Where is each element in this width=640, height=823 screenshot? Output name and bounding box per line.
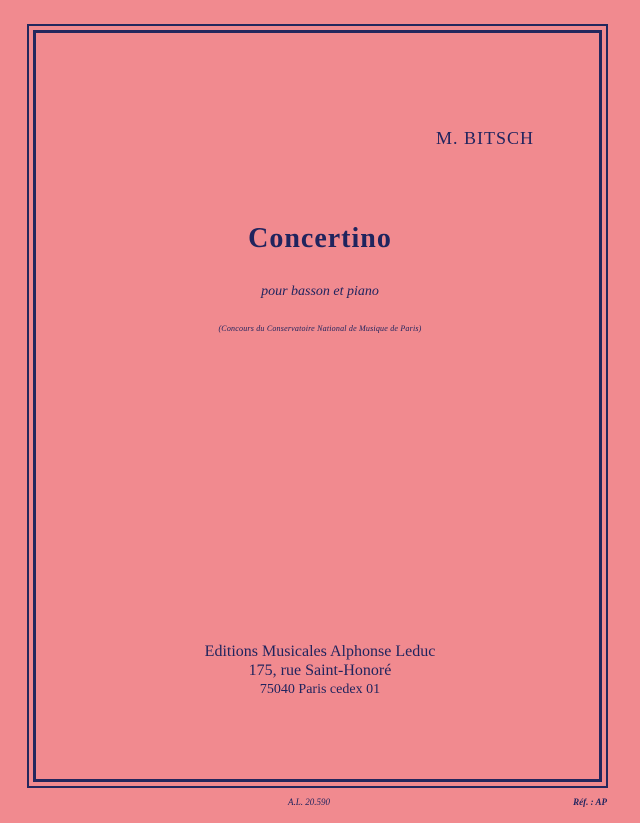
competition-note: (Concours du Conservatoire National de Musique de Paris) xyxy=(218,324,422,333)
composer-name: M. BITSCH xyxy=(435,128,534,148)
reference-code: Réf. : AP xyxy=(573,797,607,807)
publisher-city: 75040 Paris cedex 01 xyxy=(259,682,381,697)
publisher-name: Editions Musicales Alphonse Leduc xyxy=(204,643,436,660)
publisher-street: 175, rue Saint-Honoré xyxy=(248,662,392,679)
catalog-number: A.L. 20.590 xyxy=(288,797,331,807)
publisher-block xyxy=(0,642,640,699)
instrumentation-subtitle: pour basson et piano xyxy=(261,284,379,299)
work-title: Concertino xyxy=(248,223,392,254)
